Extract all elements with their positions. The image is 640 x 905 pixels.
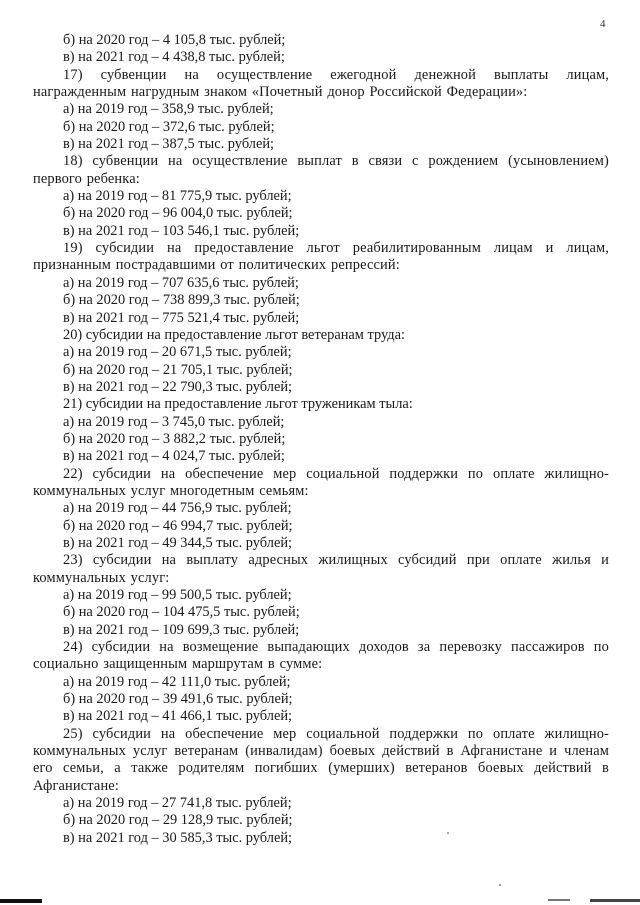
amount-line: а) на 2019 год – 27 741,8 тыс. рублей;: [63, 795, 292, 812]
amount-line: в) на 2021 год – 30 585,3 тыс. рублей;: [63, 829, 293, 846]
amount-line: а) на 2019 год – 358,9 тыс. рублей;: [63, 101, 274, 118]
amount-line: в) на 2021 год – 387,5 тыс. рублей;: [63, 136, 275, 153]
document-body: [33, 32, 609, 847]
section-paragraph: 18) субвенции на осуществление выплат в связи с рождением (усыновлением) первого ребенка:: [33, 153, 609, 187]
amount-line: б) на 2020 год – 46 994,7 тыс. рублей;: [63, 517, 293, 534]
amount-line: а) на 2019 год – 42 111,0 тыс. рублей;: [63, 673, 291, 690]
amount-line: в) на 2021 год – 4 024,7 тыс. рублей;: [63, 448, 285, 465]
amount-line: а) на 2019 год – 99 500,5 тыс. рублей;: [63, 587, 292, 603]
amount-line: в) на 2021 год – 49 344,5 тыс. рублей;: [63, 534, 293, 551]
amount-line: б) на 2020 год – 372,6 тыс. рублей;: [63, 118, 275, 135]
amount-line: 20) субсидии на предоставление льгот ветеранам труда:: [63, 326, 405, 343]
amount-line: в) на 2021 год – 109 699,3 тыс. рублей;: [63, 621, 300, 638]
section-paragraph: 22) субсидии на обеспечение мер социальной поддержки по оплате жилищно-коммунальных услуг многодетным семьям:: [33, 465, 609, 499]
amount-line: б) на 2020 год – 104 475,5 тыс. рублей;: [63, 604, 300, 621]
scan-artifact: [548, 899, 570, 901]
amount-line: б) на 2020 год – 4 105,8 тыс. рублей;: [63, 32, 286, 48]
section-paragraph: 25) субсидии на обеспечение мер социальной поддержки по оплате жилищно-коммунальных услуг ветеранам (инвалидам) боевых действий в Афганистане и членам его семьи, а также родителям погибших (умерших) ветеранов боевых действий в Афганистане:: [33, 725, 609, 794]
amount-line: в) на 2021 год – 22 790,3 тыс. рублей;: [63, 378, 293, 395]
section-paragraph: 19) субсидии на предоставление льгот реабилитированным лицам и лицам, признанным пострадавшими от политических репрессий:: [33, 240, 609, 274]
amount-line: в) на 2021 год – 41 466,1 тыс. рублей;: [63, 708, 293, 725]
amount-line: в) на 2021 год – 775 521,4 тыс. рублей;: [63, 309, 300, 326]
amount-line: б) на 2020 год – 3 882,2 тыс. рублей;: [63, 430, 286, 447]
amount-line: б) на 2020 год – 21 705,1 тыс. рублей;: [63, 361, 293, 378]
scan-artifact: [499, 884, 501, 886]
amount-line: б) на 2020 год – 738 899,3 тыс. рублей;: [63, 292, 300, 309]
amount-line: а) на 2019 год – 707 635,6 тыс. рублей;: [63, 274, 299, 291]
scan-artifact: [0, 899, 42, 903]
page-number: 4: [600, 18, 606, 30]
scan-artifact: [447, 832, 449, 834]
section-paragraph: 17) субвенции на осуществление ежегодной денежной выплаты лицам, награжденным нагрудным знаком «Почетный донор Российской Федерации»:: [33, 66, 609, 101]
amount-line: б) на 2020 год – 96 004,0 тыс. рублей;: [63, 205, 293, 222]
amount-line: а) на 2019 год – 44 756,9 тыс. рублей;: [63, 500, 292, 517]
section-paragraph: 23) субсидии на выплату адресных жилищных субсидий при оплате жилья и коммунальных услуг:: [33, 552, 609, 586]
amount-line: а) на 2019 год – 81 775,9 тыс. рублей;: [63, 188, 292, 205]
scan-artifact: [590, 899, 640, 902]
amount-line: в) на 2021 год – 103 546,1 тыс. рублей;: [63, 222, 300, 239]
amount-line: 21) субсидии на предоставление льгот труженикам тыла:: [63, 396, 413, 413]
amount-line: а) на 2019 год – 20 671,5 тыс. рублей;: [63, 344, 292, 361]
section-paragraph: 24) субсидии на возмещение выпадающих доходов за перевозку пассажиров по социально защищенным маршрутам в сумме:: [33, 639, 609, 673]
amount-line: в) на 2021 год – 4 438,8 тыс. рублей;: [63, 49, 285, 66]
amount-line: б) на 2020 год – 29 128,9 тыс. рублей;: [63, 812, 293, 829]
amount-line: б) на 2020 год – 39 491,6 тыс. рублей;: [63, 691, 293, 708]
amount-line: а) на 2019 год – 3 745,0 тыс. рублей;: [63, 413, 285, 430]
